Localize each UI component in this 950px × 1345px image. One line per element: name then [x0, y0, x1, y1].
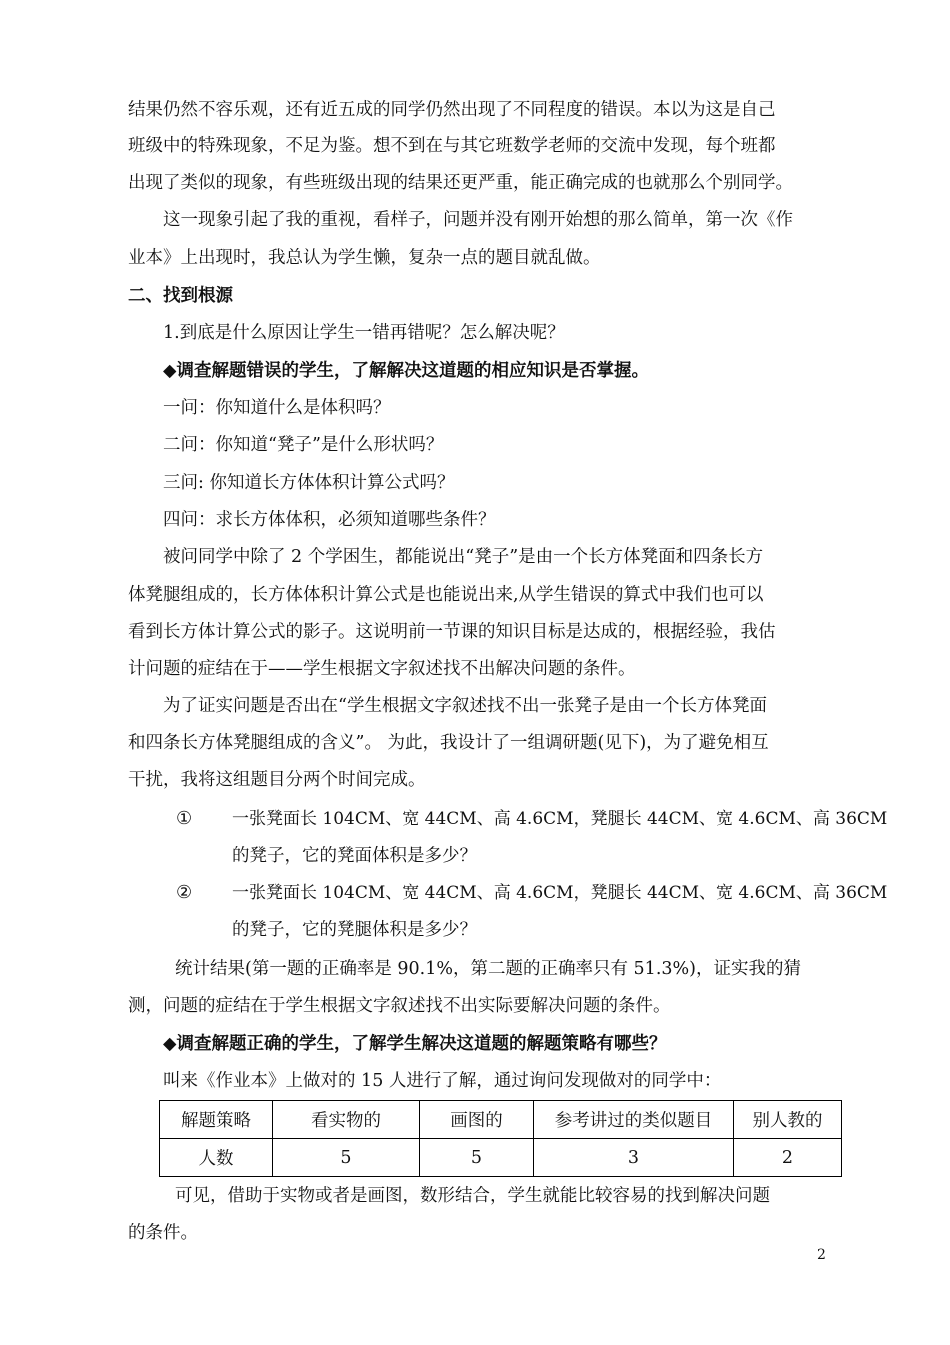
paragraph-line: 和四条长方体凳腿组成的含义”。 为此，我设计了一组调研题(见下)，为了避免相互: [128, 733, 769, 753]
page-number: 2: [817, 1247, 826, 1263]
survey-heading-2: ◆调查解题正确的学生，了解学生解决这道题的解题策略有哪些？: [163, 1034, 667, 1054]
paragraph-line: 班级中的特殊现象，不足为鉴。想不到在与其它班数学老师的交流中发现，每个班都: [128, 136, 776, 156]
table-cell: 3: [534, 1139, 734, 1177]
table-header-cell: 参考讲过的类似题目: [534, 1101, 734, 1139]
paragraph-line: 被问同学中除了 2 个学困生，都能说出“凳子”是由一个长方体凳面和四条长方: [163, 547, 764, 567]
paragraph-line: 这一现象引起了我的重视，看样子，问题并没有刚开始想的那么简单，第一次《作: [163, 210, 793, 230]
table-cell: 5: [420, 1139, 534, 1177]
list-item-line: 一张凳面长 104CM、宽 44CM、高 4.6CM，凳腿长 44CM、宽 4.6CM、高 36CM: [232, 809, 888, 829]
table-header-cell: 别人教的: [734, 1101, 842, 1139]
paragraph-line: 结果仍然不容乐观，还有近五成的同学仍然出现了不同程度的错误。本以为这是自己: [128, 100, 776, 120]
list-item-line: 一张凳面长 104CM、宽 44CM、高 4.6CM，凳腿长 44CM、宽 4.6CM、高 36CM: [232, 883, 888, 903]
question-2: 二问：你知道“凳子”是什么形状吗？: [163, 435, 444, 455]
paragraph-line: 的条件。: [128, 1223, 198, 1243]
table-cell: 5: [273, 1139, 420, 1177]
strategy-table: [159, 1100, 842, 1177]
section-heading: 二、找到根源: [128, 286, 233, 306]
survey-heading-1: ◆调查解题错误的学生，了解解决这道题的相应知识是否掌握。: [163, 361, 649, 381]
paragraph-line: 计问题的症结在于——学生根据文字叙述找不出解决问题的条件。: [128, 659, 636, 679]
question-intro: 1.到底是什么原因让学生一错再错呢？怎么解决呢？: [163, 323, 565, 343]
table-cell: 2: [734, 1139, 842, 1177]
paragraph-line: 业本》上出现时，我总认为学生懒，复杂一点的题目就乱做。: [128, 248, 601, 268]
list-item-line: 的凳子，它的凳面体积是多少？: [232, 846, 477, 866]
paragraph-line: 干扰，我将这组题目分两个时间完成。: [128, 770, 426, 790]
question-1: 一问：你知道什么是体积吗？: [163, 398, 391, 418]
paragraph-line: 测，问题的症结在于学生根据文字叙述找不出实际要解决问题的条件。: [128, 996, 671, 1016]
item-number-2: ②: [176, 882, 193, 903]
table-row: [160, 1139, 842, 1177]
paragraph-line: 为了证实问题是否出在“学生根据文字叙述找不出一张凳子是由一个长方体凳面: [163, 696, 767, 716]
table-header-row: [160, 1101, 842, 1139]
paragraph-line: 出现了类似的现象，有些班级出现的结果还更严重，能正确完成的也就那么个别同学。: [128, 173, 793, 193]
item-number-1: ①: [176, 808, 193, 829]
table-cell: 人数: [160, 1139, 273, 1177]
paragraph-line: 叫来《作业本》上做对的 15 人进行了解，通过询问发现做对的同学中：: [163, 1071, 722, 1091]
table-header-cell: 看实物的: [273, 1101, 420, 1139]
paragraph-line: 体凳腿组成的，长方体体积计算公式是也能说出来,从学生错误的算式中我们也可以: [128, 585, 764, 605]
table-header-cell: 画图的: [420, 1101, 534, 1139]
paragraph-line: 可见，借助于实物或者是画图，数形结合，学生就能比较容易的找到解决问题: [175, 1186, 770, 1206]
table-header-cell: 解题策略: [160, 1101, 273, 1139]
question-3: 三问: 你知道长方体体积计算公式吗？: [163, 473, 455, 493]
list-item-line: 的凳子，它的凳腿体积是多少？: [232, 920, 477, 940]
paragraph-line: 统计结果(第一题的正确率是 90.1%，第二题的正确率只有 51.3%)，证实我的猜: [175, 959, 801, 979]
question-4: 四问：求长方体体积，必须知道哪些条件？: [163, 510, 496, 530]
paragraph-line: 看到长方体计算公式的影子。这说明前一节课的知识目标是达成的，根据经验，我估: [128, 622, 776, 642]
